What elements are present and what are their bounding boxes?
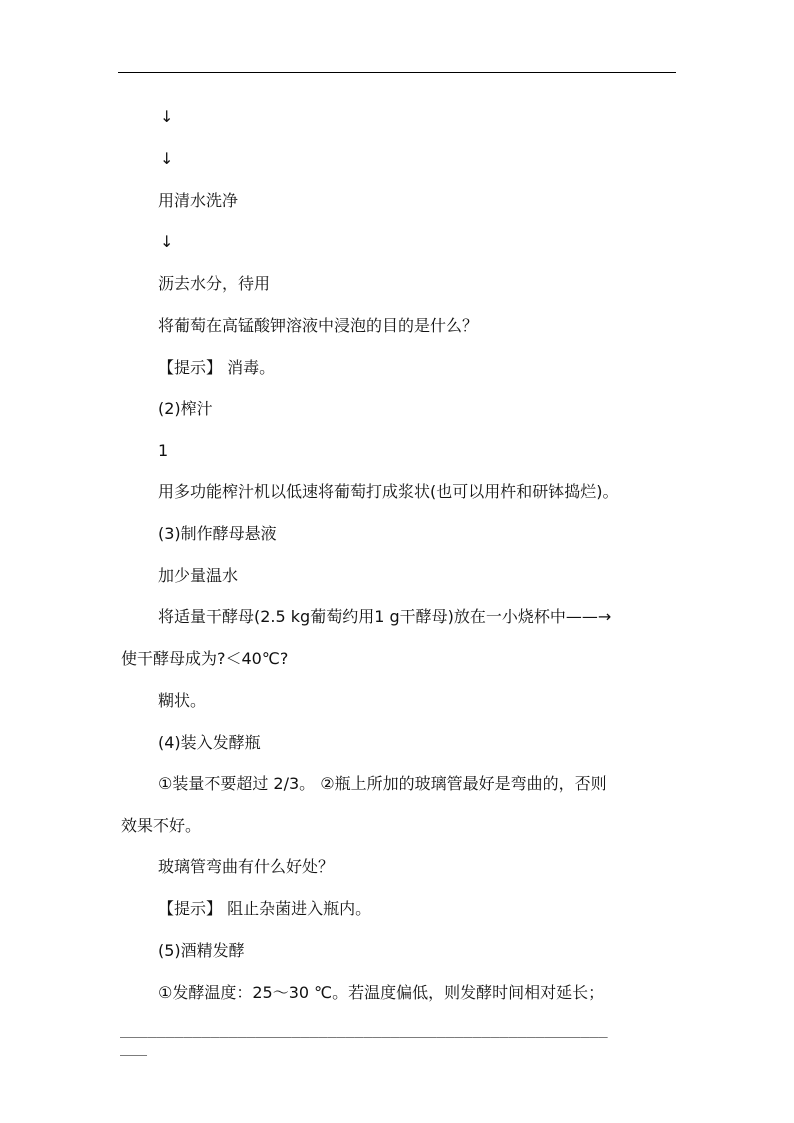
ferment-text: ①发酵温度：25～30 ℃。若温度偏低，则发酵时间相对延长； xyxy=(158,983,605,1002)
answer-blank-line: ______________________________________________________ xyxy=(120,1020,608,1038)
yeast-text-1: 将适量干酵母(2.5 kg葡萄约用1 g干酵母)放在一小烧杯中——→ xyxy=(158,607,612,626)
header-rule xyxy=(118,72,676,73)
section-bottle: (4)装入发酵瓶 xyxy=(158,733,261,752)
hint-disinfect: 【提示】 消毒。 xyxy=(158,358,276,377)
section-fermentation: (5)酒精发酵 xyxy=(158,941,245,960)
question-tube: 玻璃管弯曲有什么好处？ xyxy=(158,857,335,876)
page-number: 1 xyxy=(158,441,169,460)
warm-water-note: 加少量温水 xyxy=(158,566,239,585)
flow-arrow: ↓ xyxy=(160,232,174,251)
bottle-text-2: 效果不好。 xyxy=(121,816,202,835)
step-drain: 沥去水分，待用 xyxy=(158,274,271,293)
section-juicing: (2)榨汁 xyxy=(158,399,213,418)
paste-text: 糊状。 xyxy=(158,691,207,710)
juicing-text: 用多功能榨汁机以低速将葡萄打成浆状(也可以用杵和研钵捣烂)。 xyxy=(158,482,619,501)
section-yeast: (3)制作酵母悬液 xyxy=(158,524,277,543)
yeast-text-2: 使干酵母成为?＜40℃? xyxy=(121,649,289,668)
hint-tube: 【提示】 阻止杂菌进入瓶内。 xyxy=(158,899,372,918)
answer-blank-line-cont: ___ xyxy=(120,1038,148,1056)
step-wash: 用清水洗净 xyxy=(158,191,239,210)
bottle-text-1: ①装量不要超过 2/3。 ②瓶上所加的玻璃管最好是弯曲的，否则 xyxy=(158,774,607,793)
flow-arrow: ↓ xyxy=(160,149,174,168)
flow-arrow: ↓ xyxy=(160,107,174,126)
question-soak: 将葡萄在高锰酸钾溶液中浸泡的目的是什么？ xyxy=(158,316,479,335)
